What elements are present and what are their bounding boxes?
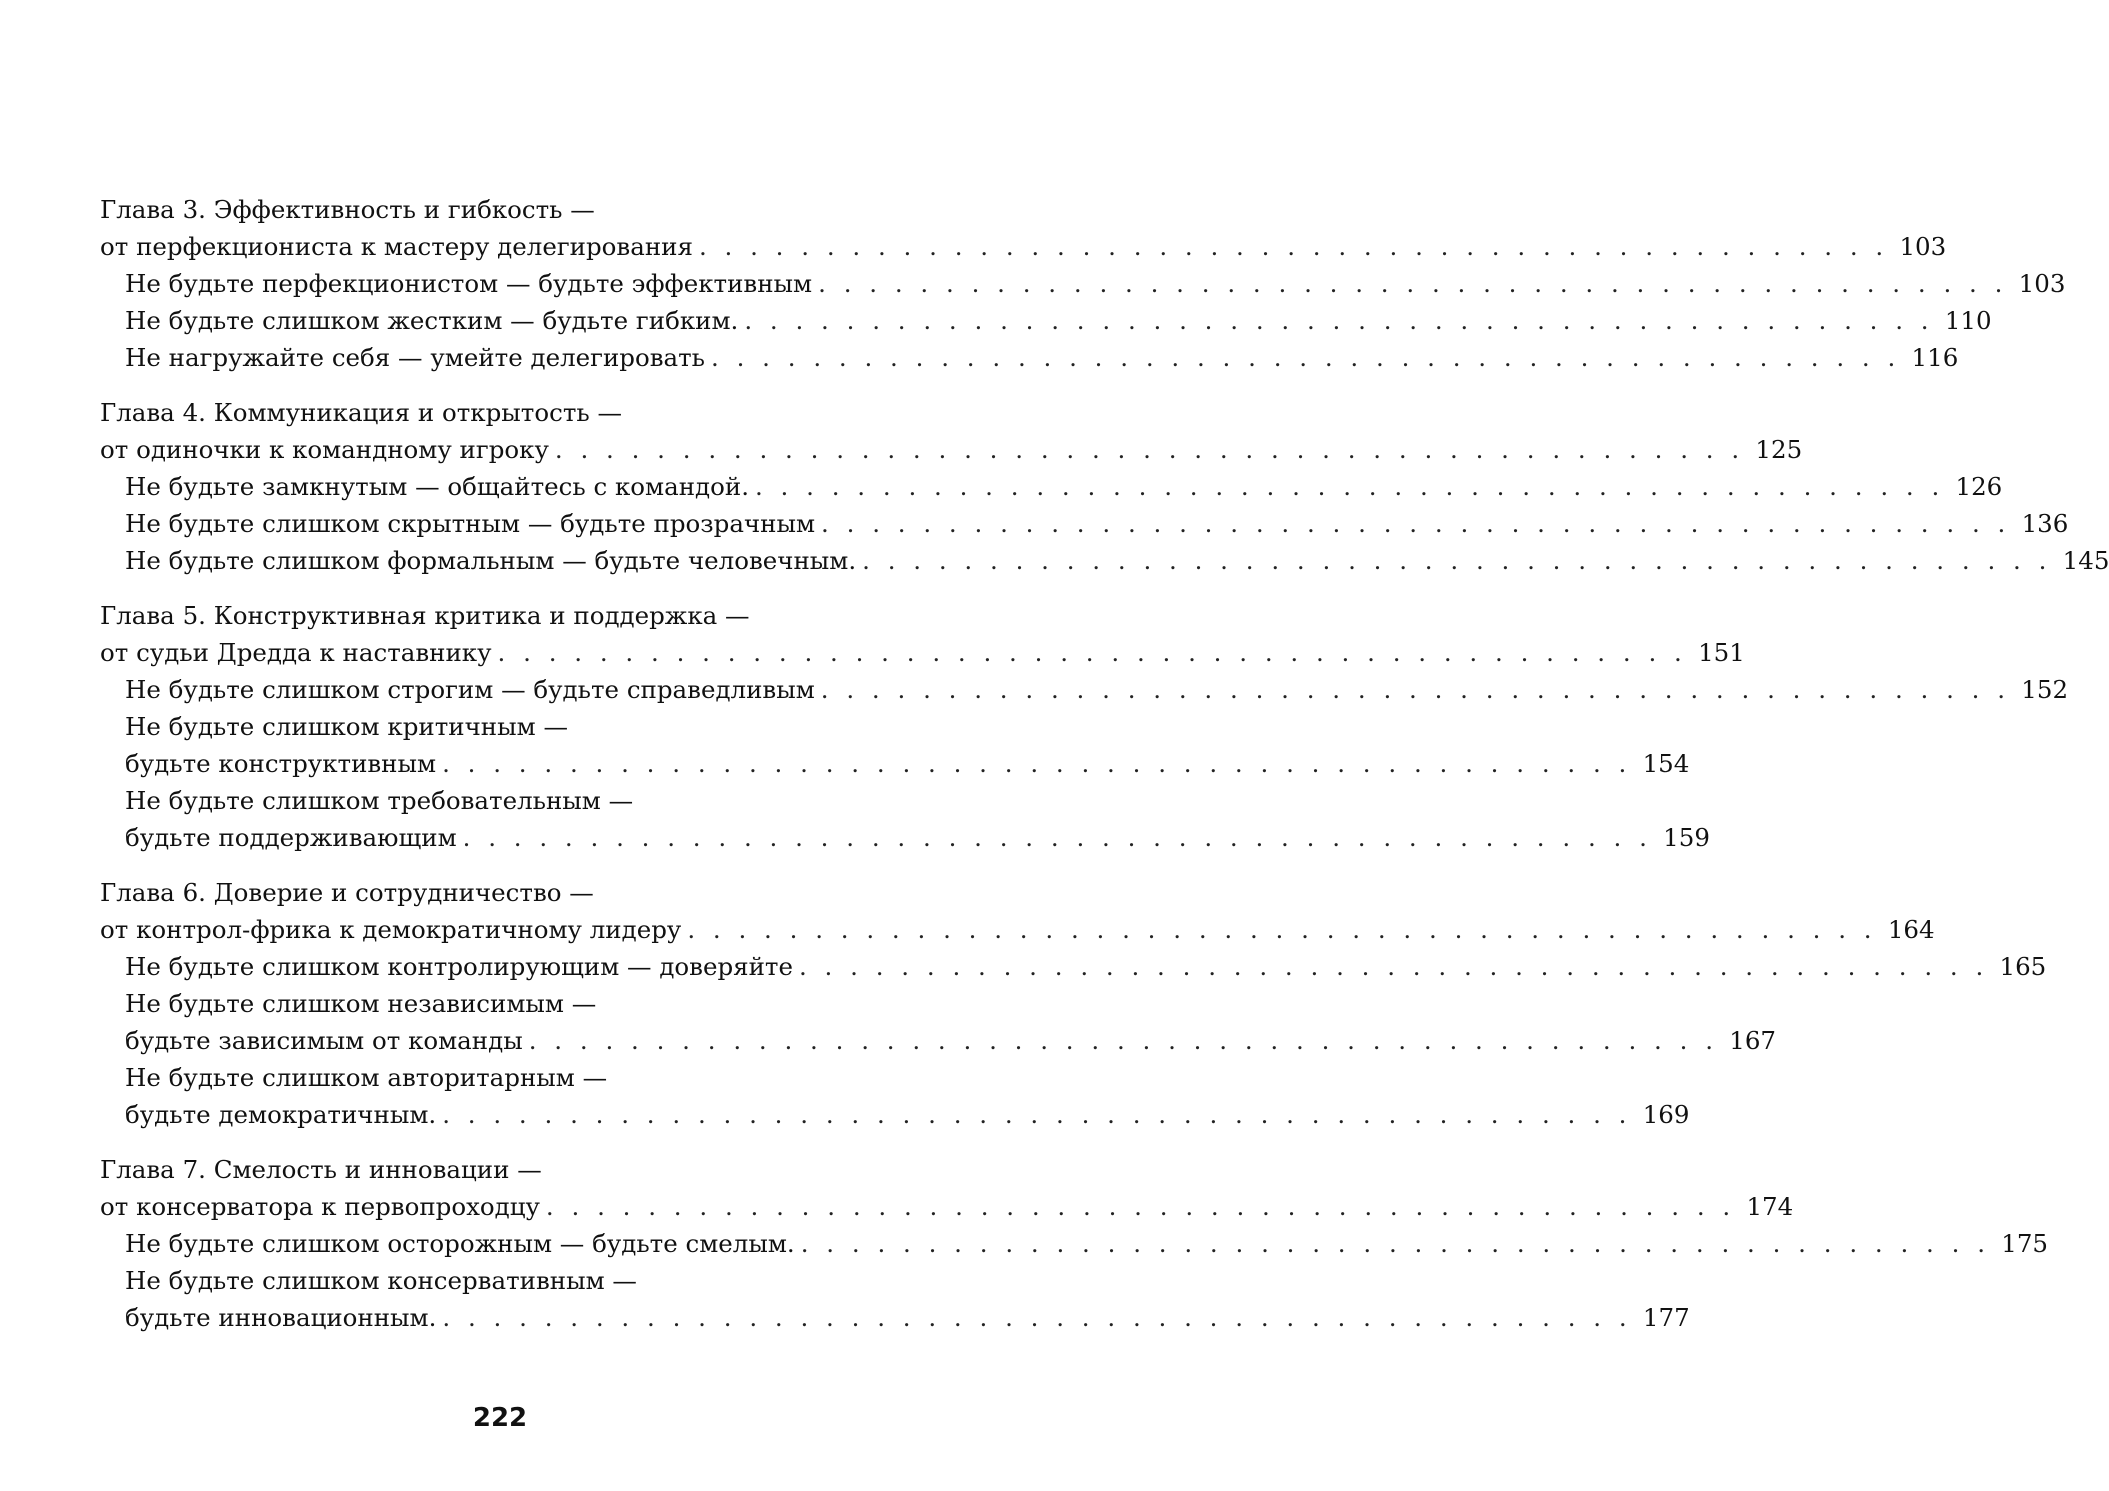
page-ref: 175 xyxy=(2001,1229,2048,1258)
chapter-subtitle-text: от консерватора к первопроходцу xyxy=(100,1192,540,1221)
toc-section-text: Не будьте слишком осторожным — будьте смелым. xyxy=(125,1229,795,1258)
dot-leader: . . . . . . . . . . . . . . . . . . . . . . . . . . . . . . . . . . . . . . . . . . . . . . . xyxy=(821,509,2011,538)
dot-leader: . . . . . . . . . . . . . . . . . . . . . . . . . . . . . . . . . . . . . . . . . . . . . . . xyxy=(818,269,2008,298)
toc-section xyxy=(100,671,2069,708)
toc-section-text: Не будьте перфекционистом — будьте эффективным xyxy=(125,269,813,298)
chapter-subtitle xyxy=(100,431,1803,468)
page-ref: 154 xyxy=(1642,749,1690,778)
chapter-title xyxy=(100,191,915,228)
chapter-title xyxy=(100,1151,915,1188)
page-ref: 167 xyxy=(1729,1026,1776,1055)
page-ref: 103 xyxy=(1899,232,1947,261)
toc-section xyxy=(100,1299,1690,1336)
page-ref: 169 xyxy=(1642,1100,1690,1129)
toc-section-text: будьте зависимым от команды xyxy=(125,1026,523,1055)
chapter-gap xyxy=(100,1133,915,1151)
dot-leader: . . . . . . . . . . . . . . . . . . . . . . . . . . . . . . . . . . . . . . . . . . . . . . . xyxy=(554,435,1745,464)
chapter-subtitle-text: от одиночки к командному игроку xyxy=(100,435,549,464)
chapter-title-text: Глава 5. Конструктивная критика и поддержка — xyxy=(100,601,750,630)
toc-section xyxy=(100,985,915,1022)
toc-section-text: Не будьте слишком строгим — будьте справедливым xyxy=(125,675,815,704)
toc-section xyxy=(100,1262,915,1299)
toc-section-text: Не будьте слишком независимым — xyxy=(125,989,597,1018)
chapter-gap xyxy=(100,579,915,597)
toc-section-text: Не будьте слишком скрытным — будьте прозрачным xyxy=(125,509,816,538)
page-ref: 165 xyxy=(1999,952,2047,981)
dot-leader: . . . . . . . . . . . . . . . . . . . . . . . . . . . . . . . . . . . . . . . . . . . . . . . xyxy=(528,1026,1718,1055)
dot-leader: . . . . . . . . . . . . . . . . . . . . . . . . . . . . . . . . . . . . . . . . . . . . . . . xyxy=(497,638,1687,667)
toc-section-text: Не будьте слишком контролирующим — доверяйте xyxy=(125,952,793,981)
toc-section-text: Не будьте слишком авторитарным — xyxy=(125,1063,608,1092)
page-ref: 103 xyxy=(2018,269,2066,298)
page-ref: 145 xyxy=(2062,546,2109,575)
dot-leader: . . . . . . . . . . . . . . . . . . . . . . . . . . . . . . . . . . . . . . . . . . . . . . . xyxy=(820,675,2011,704)
chapter-subtitle xyxy=(100,911,1935,948)
toc-section xyxy=(100,948,2047,985)
chapter-title xyxy=(100,394,915,431)
toc-section xyxy=(100,339,1959,376)
page-ref: 125 xyxy=(1755,435,1803,464)
dot-leader: . . . . . . . . . . . . . . . . . . . . . . . . . . . . . . . . . . . . . . . . . . . . . . . xyxy=(862,546,2052,575)
toc-section-text: Не будьте слишком формальным — будьте человечным. xyxy=(125,546,857,575)
dot-leader: . . . . . . . . . . . . . . . . . . . . . . . . . . . . . . . . . . . . . . . . . . . . . . . xyxy=(687,915,1877,944)
table-of-contents xyxy=(100,191,2109,1336)
toc-section-text: будьте демократичным. xyxy=(125,1100,437,1129)
toc-section xyxy=(100,1225,2048,1262)
toc-section-text: Не будьте слишком жестким — будьте гибким. xyxy=(125,306,739,335)
toc-chapter xyxy=(100,874,2047,1133)
page-ref: 177 xyxy=(1642,1303,1690,1332)
dot-leader: . . . . . . . . . . . . . . . . . . . . . . . . . . . . . . . . . . . . . . . . . . . . . . . xyxy=(442,749,1632,778)
toc-section xyxy=(100,505,2069,542)
chapter-subtitle xyxy=(100,1188,1794,1225)
chapter-title-text: Глава 3. Эффективность и гибкость — xyxy=(100,195,595,224)
dot-leader: . . . . . . . . . . . . . . . . . . . . . . . . . . . . . . . . . . . . . . . . . . . . . . . xyxy=(800,1229,1990,1258)
toc-section-text: будьте инновационным. xyxy=(125,1303,437,1332)
page-ref: 136 xyxy=(2021,509,2069,538)
toc-section xyxy=(100,1022,1776,1059)
chapter-subtitle xyxy=(100,634,1745,671)
page-ref: 116 xyxy=(1911,343,1959,372)
dot-leader: . . . . . . . . . . . . . . . . . . . . . . . . . . . . . . . . . . . . . . . . . . . . . . . xyxy=(442,1303,1632,1332)
chapter-subtitle-text: от контрол-фрика к демократичному лидеру xyxy=(100,915,682,944)
chapter-title-text: Глава 7. Смелость и инновации — xyxy=(100,1155,542,1184)
page-ref: 151 xyxy=(1698,638,1745,667)
toc-section xyxy=(100,819,1710,856)
toc-section-text: Не нагружайте себя — умейте делегировать xyxy=(125,343,706,372)
chapter-title xyxy=(100,597,915,634)
toc-section-text: Не будьте слишком требовательным — xyxy=(125,786,634,815)
chapter-gap xyxy=(100,856,915,874)
toc-section-text: Не будьте замкнутым — общайтесь с командой. xyxy=(125,472,749,501)
dot-leader: . . . . . . . . . . . . . . . . . . . . . . . . . . . . . . . . . . . . . . . . . . . . . . . xyxy=(442,1100,1632,1129)
toc-chapter xyxy=(100,191,2066,376)
toc-section-text: будьте поддерживающим xyxy=(125,823,457,852)
dot-leader: . . . . . . . . . . . . . . . . . . . . . . . . . . . . . . . . . . . . . . . . . . . . . . . xyxy=(798,952,1989,981)
dot-leader: . . . . . . . . . . . . . . . . . . . . . . . . . . . . . . . . . . . . . . . . . . . . . . . xyxy=(711,343,1901,372)
dot-leader: . . . . . . . . . . . . . . . . . . . . . . . . . . . . . . . . . . . . . . . . . . . . . . . xyxy=(698,232,1889,261)
toc-section xyxy=(100,708,915,745)
toc-section xyxy=(100,1059,915,1096)
toc-section-text: будьте конструктивным xyxy=(125,749,437,778)
toc-section xyxy=(100,265,2066,302)
toc-section xyxy=(100,1096,1690,1133)
page-ref: 126 xyxy=(1955,472,2003,501)
toc-chapter xyxy=(100,597,2069,856)
chapter-title-text: Глава 4. Коммуникация и открытость — xyxy=(100,398,623,427)
chapter-subtitle xyxy=(100,228,1947,265)
toc-section-text: Не будьте слишком критичным — xyxy=(125,712,568,741)
chapter-subtitle-text: от судьи Дредда к наставнику xyxy=(100,638,492,667)
page-ref: 110 xyxy=(1944,306,1992,335)
chapter-subtitle-text: от перфекциониста к мастеру делегирования xyxy=(100,232,693,261)
page-ref: 159 xyxy=(1663,823,1710,852)
chapter-gap xyxy=(100,376,915,394)
toc-section xyxy=(100,745,1690,782)
page-ref: 152 xyxy=(2021,675,2069,704)
chapter-title xyxy=(100,874,915,911)
toc-chapter xyxy=(100,1151,2048,1336)
dot-leader: . . . . . . . . . . . . . . . . . . . . . . . . . . . . . . . . . . . . . . . . . . . . . . . xyxy=(545,1192,1736,1221)
dot-leader: . . . . . . . . . . . . . . . . . . . . . . . . . . . . . . . . . . . . . . . . . . . . . . . xyxy=(744,306,1934,335)
dot-leader: . . . . . . . . . . . . . . . . . . . . . . . . . . . . . . . . . . . . . . . . . . . . . . . xyxy=(754,472,1945,501)
toc-chapter xyxy=(100,394,2109,579)
page-ref: 164 xyxy=(1887,915,1935,944)
toc-section-text: Не будьте слишком консервативным — xyxy=(125,1266,637,1295)
chapter-title-text: Глава 6. Доверие и сотрудничество — xyxy=(100,878,594,907)
toc-section xyxy=(100,468,2003,505)
dot-leader: . . . . . . . . . . . . . . . . . . . . . . . . . . . . . . . . . . . . . . . . . . . . . . . xyxy=(462,823,1652,852)
page-ref: 174 xyxy=(1746,1192,1794,1221)
toc-section xyxy=(100,782,915,819)
toc-section xyxy=(100,302,1992,339)
toc-section xyxy=(100,542,2109,579)
page-number: 222 xyxy=(472,1403,528,1433)
